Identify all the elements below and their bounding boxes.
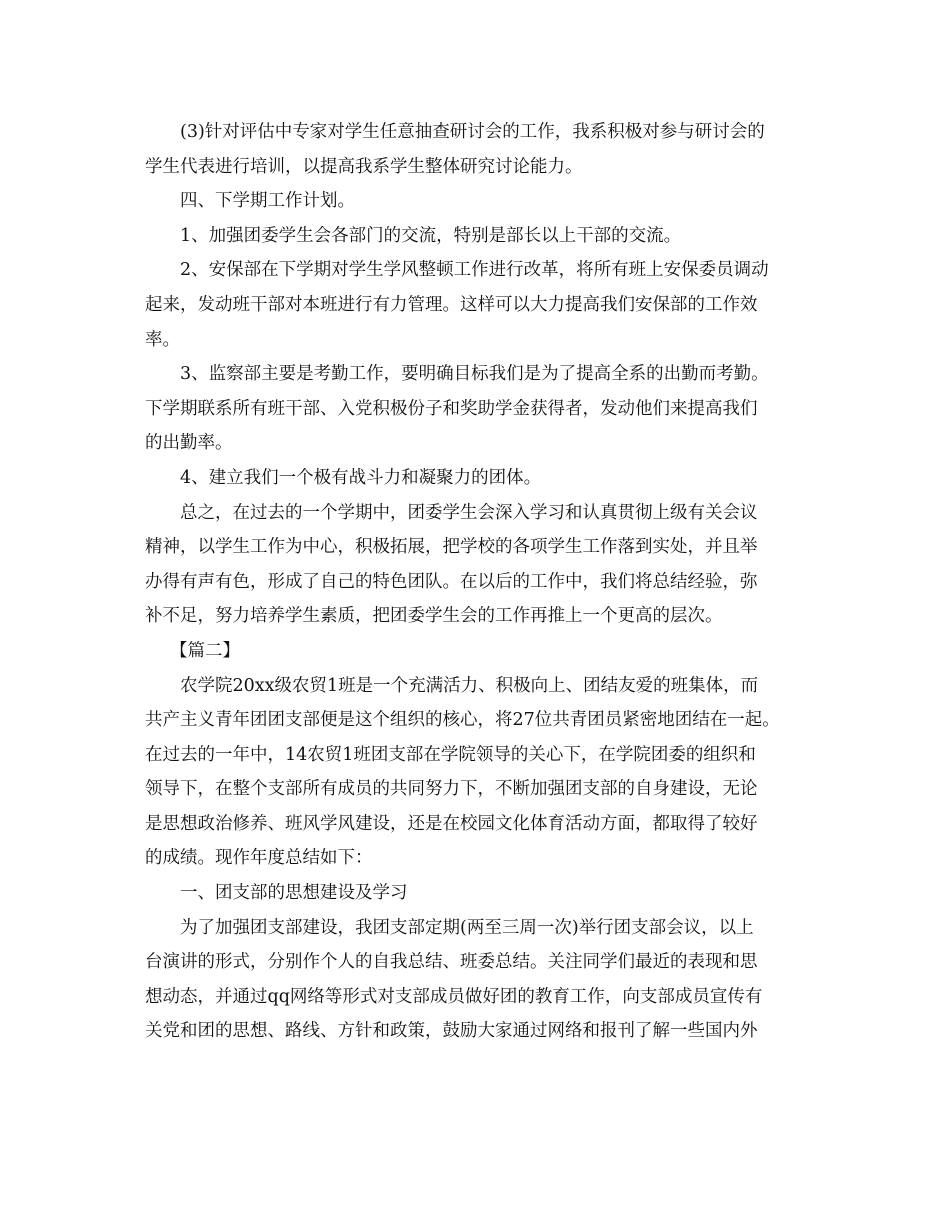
text-line: 共产主义青年团团支部便是这个组织的核心，将27位共青团员紧密地团结在一起。 bbox=[145, 710, 780, 731]
text-line: 关党和团的思想、路线、方针和政策，鼓励大家通过网络和报刊了解一些国内外 bbox=[145, 1021, 758, 1042]
text-line: 台演讲的形式，分别作个人的自我总结、班委总结。关注同学们最近的表现和思 bbox=[145, 952, 758, 973]
text-line: 学生代表进行培训，以提高我系学生整体研究讨论能力。 bbox=[145, 156, 583, 177]
text-line: 农学院20xx级农贸1班是一个充满活力、积极向上、团结友爱的班集体，而 bbox=[180, 675, 759, 696]
text-line: 办得有声有色，形成了自己的特色团队。在以后的工作中，我们将总结经验，弥 bbox=[145, 571, 758, 592]
text-line: 补不足，努力培养学生素质，把团委学生会的工作再推上一个更高的层次。 bbox=[145, 606, 723, 627]
section-marker: 【篇二】 bbox=[170, 640, 240, 661]
text-line: 起来，发动班干部对本班进行有力管理。这样可以大力提高我们安保部的工作效 bbox=[145, 294, 758, 315]
text-line: 领导下，在整个支部所有成员的共同努力下，不断加强团支部的自身建设，无论 bbox=[145, 779, 758, 800]
text-line: 总之，在过去的一个学期中，团委学生会深入学习和认真贯彻上级有关会议 bbox=[180, 502, 758, 523]
text-line: 下学期联系所有班干部、入党积极份子和奖助学金获得者，发动他们来提高我们 bbox=[145, 398, 758, 419]
text-line: 的出勤率。 bbox=[145, 433, 233, 454]
text-line: 是思想政治修养、班风学风建设，还是在校园文化体育活动方面，都取得了较好 bbox=[145, 813, 758, 834]
text-line: 在过去的一年中，14农贸1班团支部在学院领导的关心下，在学院团委的组织和 bbox=[145, 744, 756, 765]
text-line: 为了加强团支部建设，我团支部定期(两至三周一次)举行团支部会议，以上 bbox=[180, 917, 754, 938]
text-line: 精神，以学生工作为中心，积极拓展，把学校的各项学生工作落到实处，并且举 bbox=[145, 537, 758, 558]
text-line: 的成绩。现作年度总结如下： bbox=[145, 848, 373, 869]
section-heading: 一、团支部的思想建设及学习 bbox=[180, 883, 408, 904]
text-line: 想动态，并通过qq网络等形式对支部成员做好团的教育工作，向支部成员宣传有 bbox=[145, 986, 763, 1007]
section-heading: 四、下学期工作计划。 bbox=[180, 191, 355, 212]
text-line: (3)针对评估中专家对学生任意抽查研讨会的工作，我系积极对参与研讨会的 bbox=[180, 122, 765, 142]
text-line: 1、加强团委学生会各部门的交流，特别是部长以上干部的交流。 bbox=[180, 225, 682, 246]
document-body bbox=[145, 115, 805, 1049]
text-line: 2、安保部在下学期对学生学风整顿工作进行改革，将所有班上安保委员调动 bbox=[180, 260, 769, 281]
text-line: 率。 bbox=[145, 329, 180, 350]
text-line: 4、建立我们一个极有战斗力和凝聚力的团体。 bbox=[180, 467, 542, 488]
text-line: 3、监察部主要是考勤工作，要明确目标我们是为了提高全系的出勤而考勤。 bbox=[180, 364, 769, 385]
